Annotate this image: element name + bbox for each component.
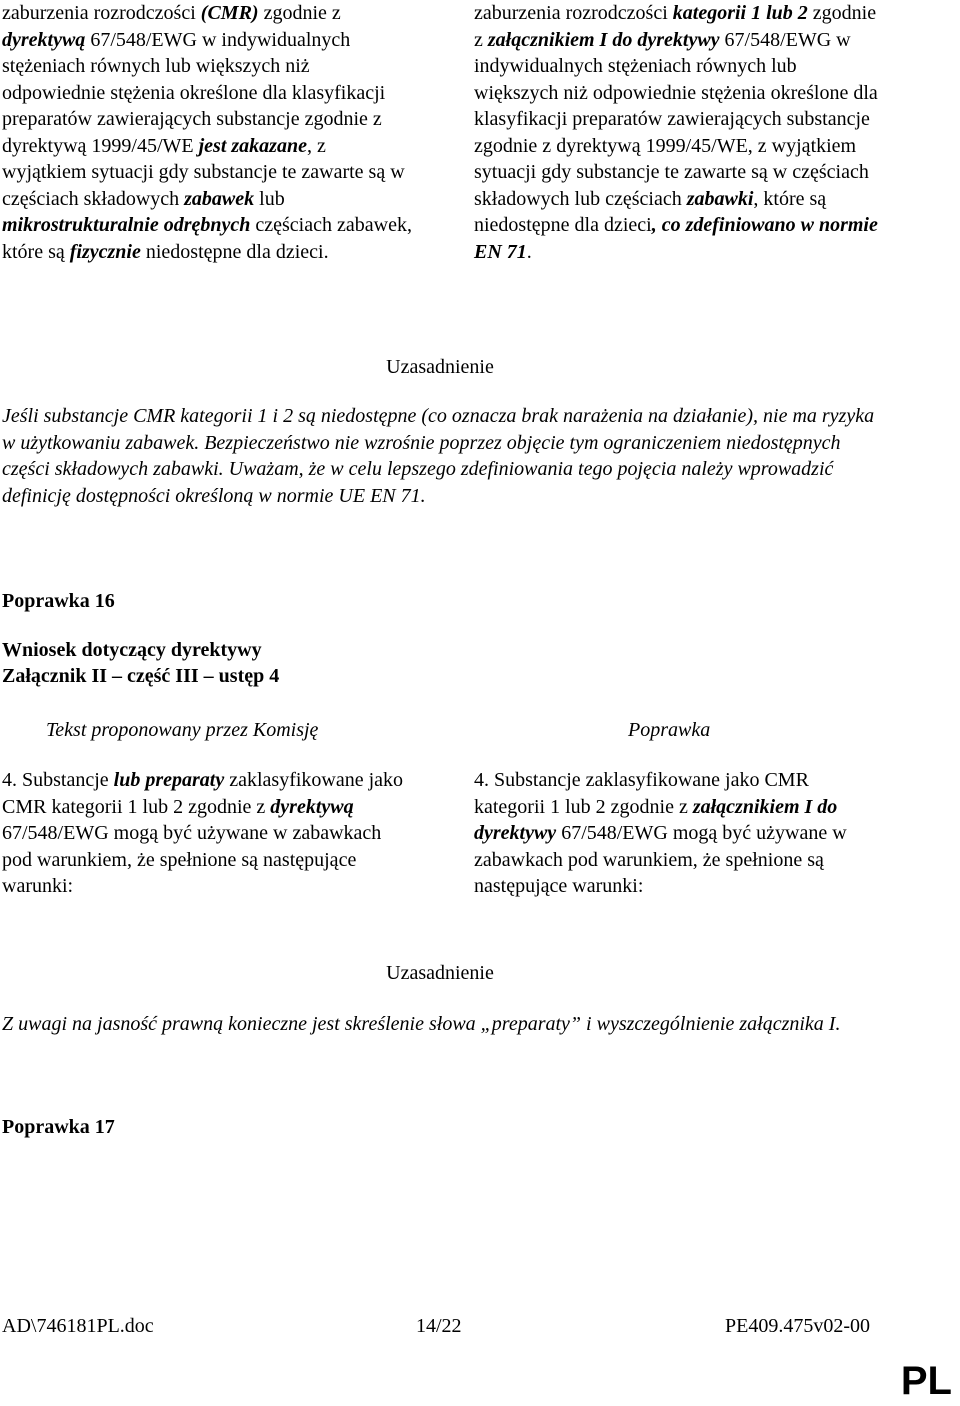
amendment-reference: Załącznik II – część III – ustęp 4	[2, 665, 280, 687]
text-run: 4. Substancje zaklasyfikowane jako CMR kategorii 1 lub 2 zgodnie z	[474, 769, 809, 818]
language-code: PL	[900, 1359, 952, 1403]
amended-text-run: lub preparaty	[113, 769, 225, 791]
text-run: 4. Substancje	[2, 769, 114, 791]
amended-text-run: , co zdefiniowano w normie EN 71	[474, 214, 878, 263]
amendment-header: Poprawka	[628, 719, 711, 741]
top-right-column	[474, 0, 884, 265]
amended-text-run: dyrektywą	[2, 28, 86, 51]
footer-page-number: 14/22	[416, 1315, 462, 1337]
text-run: 67/548/EWG w indywidualnych stężeniach równych lub większych niż odpowiednie stężenia określone dla klasyfikacji preparatów zawierających substancje zgodnie z dyrektywą 1999/45/WE, z wyjątkiem sytuacji gdy substancje te zawarte są w częściach składowych lub częściach	[474, 28, 878, 210]
commission-text-header: Tekst proponowany przez Komisję	[46, 719, 319, 741]
amended-text-run: zabawek	[184, 187, 255, 210]
amended-text-run: kategorii 1 lub 2	[672, 2, 808, 24]
amended-text-run: (CMR)	[200, 2, 259, 24]
text-run: zaklasyfikowane jako CMR kategorii 1 lub 2 zgodnie z	[2, 769, 404, 818]
commission-text	[2, 767, 412, 900]
amendment-text	[474, 767, 884, 900]
amended-text-run: fizycznie	[69, 240, 141, 263]
text-run: 67/548/EWG mogą być używane w zabawkach pod warunkiem, że spełnione są następujące warunki:	[474, 822, 847, 897]
text-run: 67/548/EWG w indywidualnych stężeniach równych lub większych niż odpowiednie stężenia określone dla klasyfikacji preparatów zawierających substancje zgodnie z dyrektywą 1999/45/WE	[2, 28, 386, 157]
text-run: , które są niedostępne dla dzieci	[474, 187, 827, 236]
amended-text-run: zabawki	[686, 187, 754, 210]
amendment-title: Poprawka 17	[2, 1116, 115, 1138]
text-run: 67/548/EWG mogą być używane w zabawkach pod warunkiem, że spełnione są następujące warunki:	[2, 822, 382, 897]
amendment-title: Poprawka 16	[2, 590, 115, 612]
amended-text-run: mikrostrukturalnie odrębnych	[2, 214, 251, 236]
amended-text-run: załącznikiem I do dyrektywy	[487, 28, 720, 51]
amended-text-run: załącznikiem I do dyrektywy	[474, 795, 838, 844]
text-run: częściach zabawek, które są	[2, 214, 412, 263]
amended-text-run: jest zakazane	[198, 134, 307, 157]
text-run: zaburzenia rozrodczości	[2, 2, 201, 24]
text-run: niedostępne dla dzieci.	[140, 240, 329, 263]
text-run: zgodnie z	[258, 2, 341, 24]
justification-label: Uzasadnienie	[386, 356, 494, 378]
footer-reference: PE409.475v02-00	[725, 1315, 870, 1337]
amended-text-run: dyrektywą	[270, 795, 354, 818]
text-run: lub	[254, 187, 285, 210]
text-run: , z wyjątkiem sytuacji gdy substancje te zawarte są w częściach składowych	[2, 134, 405, 210]
justification-label: Uzasadnienie	[386, 962, 494, 984]
text-run: zgodnie z	[474, 2, 877, 51]
top-left-column	[2, 0, 412, 265]
justification-text: Jeśli substancje CMR kategorii 1 i 2 są niedostępne (co oznacza brak narażenia na działanie), nie ma ryzyka w użytkowaniu zabawek. Bezpieczeństwo nie wzrośnie poprzez objęcie tym ograniczeniem niedostępnych części składowych zabawki. Uważam, że w celu lepszego zdefiniowania tego pojęcia należy wprowadzić definicję dostępności określoną w normie UE EN 71.	[2, 405, 875, 507]
proposal-label: Wniosek dotyczący dyrektywy	[2, 639, 262, 661]
footer-doc-name: AD\746181PL.doc	[2, 1315, 154, 1337]
text-run: zaburzenia rozrodczości	[474, 2, 673, 24]
justification-text: Z uwagi na jasność prawną konieczne jest skreślenie słowa „preparaty” i wyszczególnienie załącznika I.	[2, 1013, 841, 1035]
text-run: .	[526, 240, 532, 263]
